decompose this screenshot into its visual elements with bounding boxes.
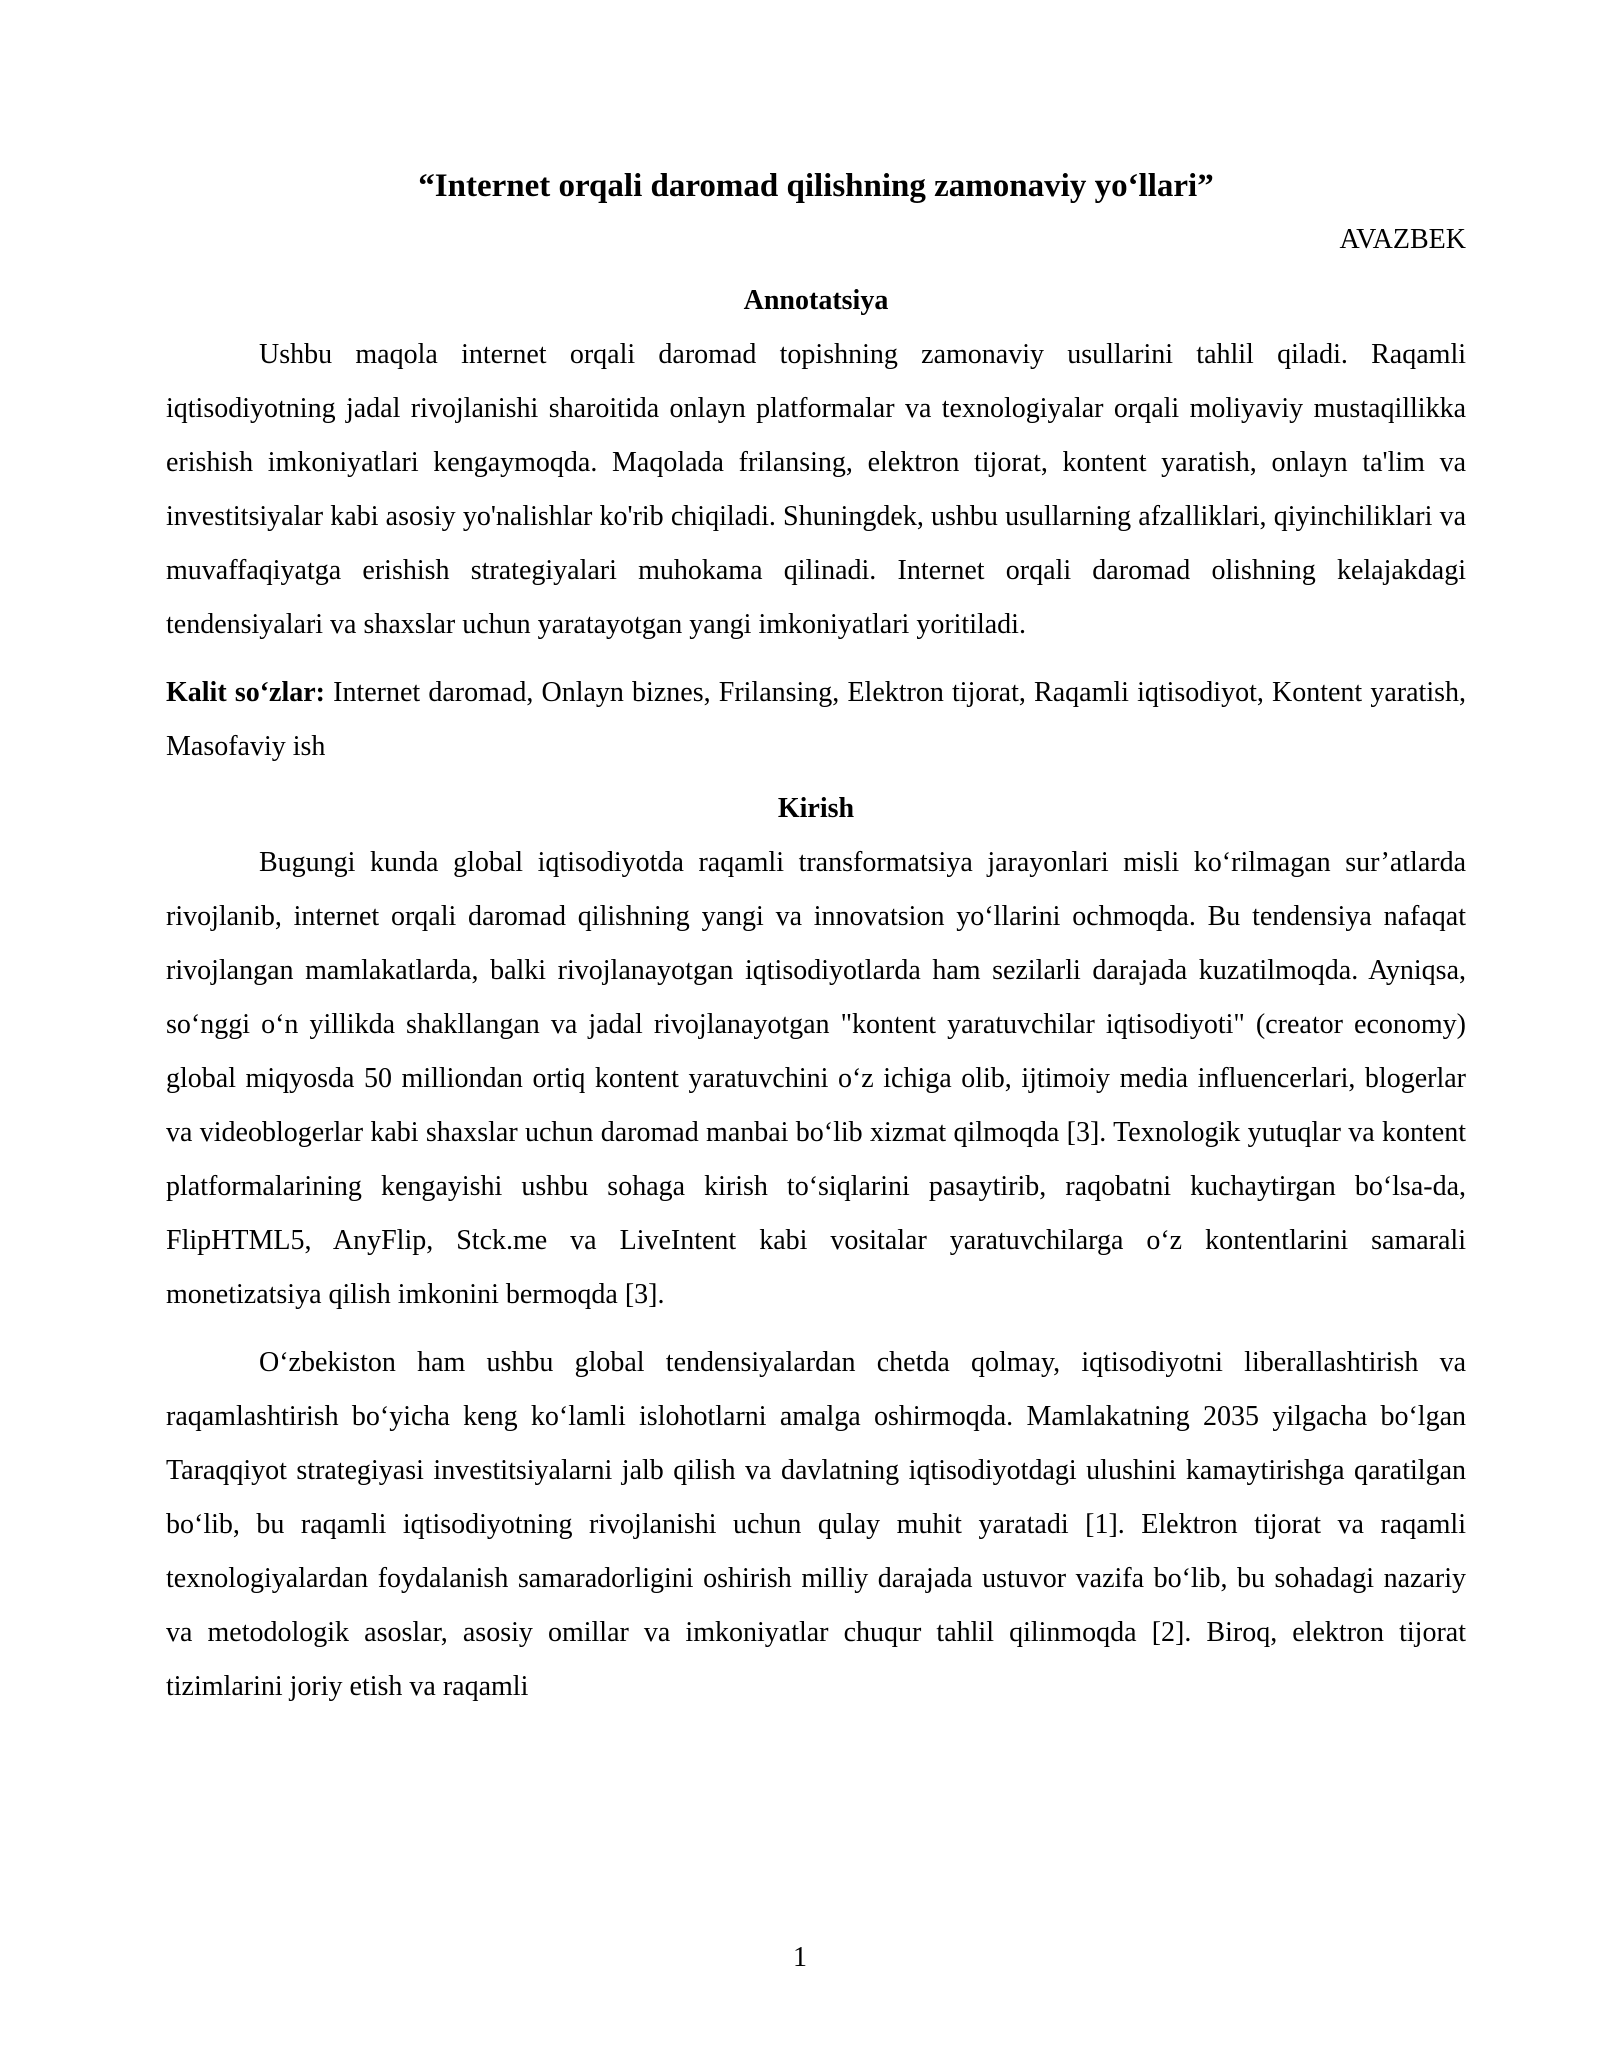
abstract-heading: Annotatsiya [743,285,889,316]
intro-paragraph-2: O‘zbekiston ham ushbu global tendensiyalardan chetda qolmay, iqtisodiyotni liberallashtirish va raqamlashtirish bo‘yicha keng ko‘lamli islohotlarni amalga oshirmoqda. Mamlakatning 2035 yilgacha bo‘lgan Taraqqiyot strategiyasi investitsiyalarni jalb qilish va davlatning iqtisodiyotdagi ulushini kamaytirishga qaratilgan bo‘lib, bu raqamli iqtisodiyotning rivojlanishi uchun qulay muhit yaratadi [1]. Elektron tijorat va raqamli texnologiyalardan foydalanish samaradorligini oshirish milliy darajada ustuvor vazifa bo‘lib, bu sohadagi nazariy va metodologik asoslar, asosiy omillar va imkoniyatlar chuqur tahlil qilinmoqda [2]. Biroq, elektron tijorat tizimlarini joriy etish va raqamli [166,1347,1466,1702]
keywords-text: Internet daromad, Onlayn biznes, Frilansing, Elektron tijorat, Raqamli iqtisodiyot, Kontent yaratish, Masofaviy ish [166,677,1467,762]
abstract-text: Ushbu maqola internet orqali daromad topishning zamonaviy usullarini tahlil qiladi. Raqamli iqtisodiyotning jadal rivojlanishi sharoitida onlayn platformalar va texnologiyalar orqali moliyaviy mustaqillikka erishish imkoniyatlari kengaymoqda. Maqolada frilansing, elektron tijorat, kontent yaratish, onlayn ta'lim va investitsiyalar kabi asosiy yo'nalishlar ko'rib chiqiladi. Shuningdek, ushbu usullarning afzalliklari, qiyinchiliklari va muvaffaqiyatga erishish strategiyalari muhokama qilinadi. Internet orqali daromad olishning kelajakdagi tendensiyalari va shaxslar uchun yaratayotgan yangi imkoniyatlari yoritiladi. [166,339,1466,640]
introduction-heading: Kirish [777,793,855,824]
paper-title: “Internet orqali daromad qilishning zamonaviy yo‘llari” [418,168,1214,204]
intro-paragraph-1: Bugungi kunda global iqtisodiyotda raqamli transformatsiya jarayonlari misli ko‘rilmagan sur’atlarda rivojlanib, internet orqali daromad qilishning yangi va innovatsion yo‘llarini ochmoqda. Bu tendensiya nafaqat rivojlangan mamlakatlarda, balki rivojlanayotgan iqtisodiyotlarda ham sezilarli darajada kuzatilmoqda. Ayniqsa, so‘nggi o‘n yillikda shakllangan va jadal rivojlanayotgan "kontent yaratuvchilar iqtisodiyoti" (creator economy) global miqyosda 50 milliondan ortiq kontent yaratuvchini o‘z ichiga olib, ijtimoiy media influencerlari, blogerlar va videoblogerlar kabi shaxslar uchun daromad manbai bo‘lib xizmat qilmoqda [3]. Texnologik yutuqlar va kontent platformalarining kengayishi ushbu sohaga kirish to‘siqlarini pasaytirib, raqobatni kuchaytirgan bo‘lsa-da, FlipHTML5, AnyFlip, Stck.me va LiveIntent kabi vositalar yaratuvchilarga o‘z kontentlarini samarali monetizatsiya qilish imkonini bermoqda [3]. [166,847,1466,1310]
page-content [166,158,1466,1714]
keywords [166,666,1466,774]
page-number: 1 [793,1942,807,1973]
keywords-label: Kalit so‘zlar: [166,677,325,708]
author-name: AVAZBEK [1339,224,1466,255]
